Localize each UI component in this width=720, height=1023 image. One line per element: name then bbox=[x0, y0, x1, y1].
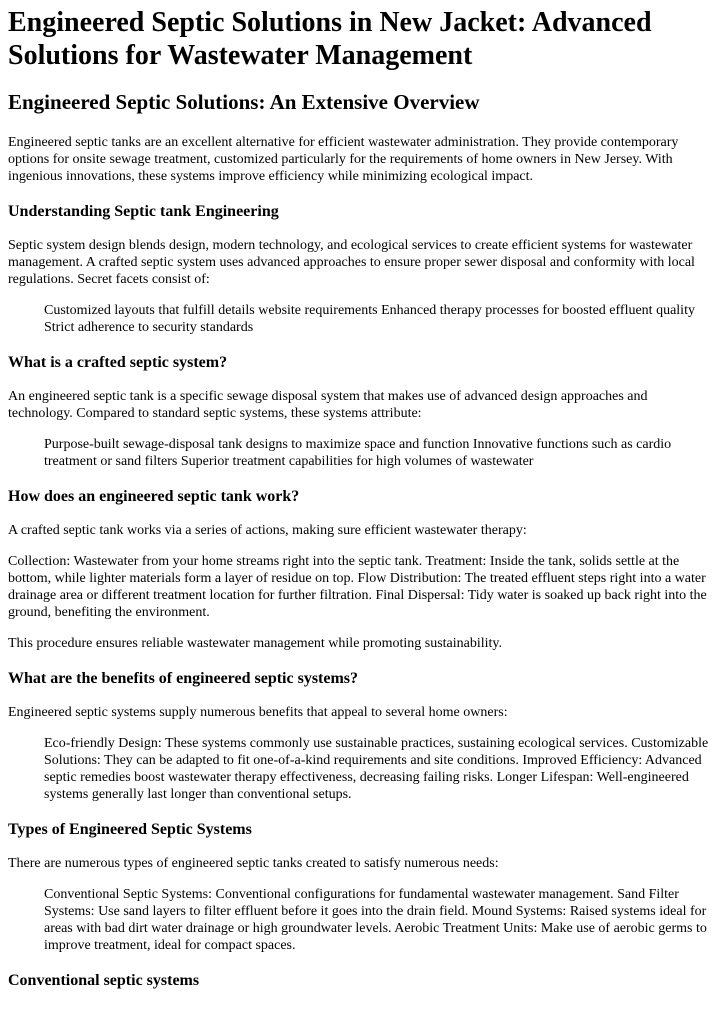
section-paragraph: There are numerous types of engineered septic tanks created to satisfy numerous needs: bbox=[8, 856, 499, 871]
section-paragraph: An engineered septic tank is a specific sewage disposal system that makes use of advanced design approaches and technology. Compared to standard septic systems, these systems attribute: bbox=[8, 389, 648, 421]
intro-paragraph: Engineered septic tanks are an excellent alternative for efficient wastewater administration. They provide contemporary options for onsite sewage treatment, customized particularly for the requirements of home owners in New Jersey. With ingenious innovations, these systems improve efficiency while minimizing ecological impact. bbox=[8, 135, 679, 184]
section-paragraph: Engineered septic systems supply numerous benefits that appeal to several home owners: bbox=[8, 705, 508, 720]
section-heading: Conventional septic systems bbox=[8, 972, 200, 989]
section-quote: Conventional Septic Systems: Conventional configurations for fundamental wastewater management. Sand Filter Systems: Use sand layers to filter effluent before it goes into the drain field. Mound Systems: Raised systems ideal for areas with bad dirt water drainage or high groundwater levels. Aerobic Treatment Units: Make use of aerobic germs to improve treatment, ideal for compact spaces. bbox=[44, 887, 707, 953]
section-paragraph: Collection: Wastewater from your home streams right into the septic tank. Treatment: Inside the tank, solids settle at the bottom, while lighter materials form a layer of residue on top. Flow Distribution: The treated effluent steps right into a water drainage area or different treatment location for further filtration. Final Dispersal: Tidy water is soaked up back right into the ground, benefiting the environment. bbox=[8, 554, 707, 620]
section-heading: How does an engineered septic tank work? bbox=[8, 488, 300, 505]
section-quote: Customized layouts that fulfill details website requirements Enhanced therapy processes for boosted effluent quality Strict adherence to security standards bbox=[44, 303, 695, 335]
section-heading: What are the benefits of engineered septic systems? bbox=[8, 670, 359, 687]
section-quote: Eco-friendly Design: These systems commonly use sustainable practices, sustaining ecological services. Customizable Solutions: They can be adapted to fit one-of-a-kind requirements and site conditions. Improved Efficiency: Advanced septic remedies boost wastewater therapy effectiveness, decreasing failing risks. Longer Lifespan: Well-engineered systems generally last longer than conventional setups. bbox=[44, 736, 709, 802]
page-subtitle: Engineered Septic Solutions: An Extensive Overview bbox=[8, 90, 480, 114]
section-paragraph: A crafted septic tank works via a series of actions, making sure efficient wastewater therapy: bbox=[8, 523, 527, 538]
section-heading: What is a crafted septic system? bbox=[8, 354, 228, 371]
section-paragraph: Septic system design blends design, modern technology, and ecological services to create efficient systems for wastewater management. A crafted septic system uses advanced approaches to ensure proper sewer disposal and conformity with local regulations. Secret facets consist of: bbox=[8, 238, 695, 287]
section-paragraph: This procedure ensures reliable wastewater management while promoting sustainability. bbox=[8, 636, 502, 651]
page-title: Engineered Septic Solutions in New Jacket: Advanced Solutions for Wastewater Management bbox=[8, 7, 652, 71]
section-quote: Purpose-built sewage-disposal tank designs to maximize space and function Innovative functions such as cardio treatment or sand filters Superior treatment capabilities for high volumes of wastewater bbox=[44, 437, 672, 469]
section-heading: Understanding Septic tank Engineering bbox=[8, 203, 279, 220]
section-heading: Types of Engineered Septic Systems bbox=[8, 821, 252, 838]
